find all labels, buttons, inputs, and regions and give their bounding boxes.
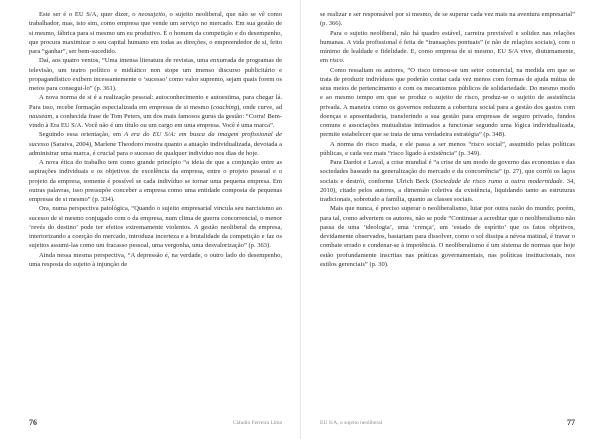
paragraph [29,10,282,56]
italic-text: risco [329,57,343,65]
text-run: Para Dardot e Laval, a crise mundial é “a crise de um modo de governo das economias e das sociedades baseado na generalização do mercado e da concorrência” (p. 27), que corrói os laços sociais e destrói, conforme Ulrich Beck ( [320,159,575,185]
text-run: , o sujeito neoliberal, que não se vê como trabalhador, mas, isto sim, como empresa que vende um serviço no mercado. Em sua gestão de si mesmo, fábrica para si mesmo um eu produtivo. É o homem da competição e do desempenho, que procura maximizar o seu capital humano em todas as direções, o empreendedor de si, feito para “ganhar”, ser bem-sucedido. [29,11,283,55]
right-page [300,0,600,439]
text-run: , a conhecida frase de Tom Peters, um dos mais famosos gurus da gestão: “Corra! Bem-vindo à Era EU S/A. Você não é um título ou um cargo em uma empresa. Você é uma marca”. [29,112,282,129]
text-run: A nova ética do trabalho tem como grande princípio “a ideia de que a conjunção entre as aspirações individuais e os objetivos de excelência da empresa, entre o projeto pessoal e o projeto da empresa, somente é possível se cada indivíduo se tornar uma pequena empresa. Em outras palavras, isso pressupõe conceber a empresa como uma entidade composta de pequenas empresas de si mesmo” (p. 334). [29,159,282,203]
paragraph [320,204,575,269]
paragraph [29,56,282,93]
text-run: se realizar e ser responsável por si mesmo, de se superar cada vez mais na aventura empresarial” (p. 366). [320,11,575,28]
text-run: ), onde curve, ad [237,103,282,111]
text-run: Ainda nessa mesma perspectiva, “A depressão é, na verdade, o outro lado do desempenho, uma resposta do sujeito à injunção de [29,251,282,268]
page-number: 77 [567,418,575,427]
left-page-body [29,10,282,269]
text-run: . [342,57,345,65]
running-head-title: EU S/A, o sujeito neoliberal [320,420,383,426]
italic-text: Sociedade de risco rumo a outra modernidade [434,177,563,185]
italic-text: neosujeito [138,11,166,18]
italic-text: A era do EU S/A: em busca da imagem profissional de sucesso [29,131,282,148]
text-run: Daí, aos quatro ventos, “Uma imensa literatura de revistas, uma enxurrada de programas de televisão, um teatro político e midiático non stope um imenso discurso publicitário e propagandístico exibem incessantemente o ‘sucesso’ como valor supremo, sejam quais forem os meios para consegui-lo” (p. 361). [29,57,282,92]
text-run: A nova norma de si é a realização pessoal: autoconhecimento e autoestima, para chegar lá. Para isso, recebe formação especializada em empresas de si mesmo ( [29,94,282,111]
text-run: Como ressaltam os autores, “O risco tornou-se um setor comercial, na medida em que se trata de produzir indivíduos que poderão contar cada vez menos com formas de ajuda mútua de seus meios de pertencimento e com os mecanismos públicos de solidariedade. Do mesmo modo e ao mesmo tempo em que se produz o sujeito de risco, produz-se o sujeito de assistência privada. A maneira como os governos reduzem a cobertura social para a gestão dos gastos com doenças e aposentadoria, transferindo a sua gestão para empresas de seguro privado, fundos comuns e associações mutualistas intimados a funcionar segundo uma lógica individualizada, permite estabelecer que se trata de uma verdadeira estratégia” (p. 348). [320,66,575,139]
italic-text: coaching [213,103,238,111]
text-run: Ora, numa perspectiva patológica, “Quando o sujeito empresarial vincula seu narcisismo ao sucesso de si mesmo conjugado com o da empresa, num clima de guerra concorrencial, o menor ‘revés do destino’ pode ter efeitos extremamente violentos. A gestão neoliberal da empresa, interiorizando a coerção do mercado, introduza incerteza e a brutalidade da competição e faz os sujeitos assumi-las como um fracasso pessoal, uma vergonha, uma desvalorização” (p. 363). [29,205,282,250]
text-run: Para o sujeito neoliberal, não há quadro estável, carreira previsível e solidez nas relações humanas. A vida profissional é feita de “transações pontuais” (e não de relações sociais), com o mínimo de lealdade e fidelidade. E, como empresa de si mesmo, EU S/A vive, diuturnamente, em [320,29,575,65]
text-run: (Saraiva, 2004), Marlene Theodoro mostra quanto a atuação individualizada, devotada a administrar uma marca, é crucial para o sucesso de qualquer indivíduo nos dias de hoje. [29,140,282,157]
paragraph [29,251,282,270]
paragraph [29,130,282,158]
page-number: 76 [29,418,37,427]
paragraph [29,204,282,250]
text-run: Mais que nunca, é preciso superar o neoliberalismo, lutar por outra razão do mundo; porém, para tal, como advertem os autores, não se pode “Continuar a acreditar que o neoliberalismo não passa de uma ‘ideologia’, uma ‘crença’, um ‘estado de espírito’ que os fatos objetivos, devidamente observados, bastariam para dissolver, como o sol dissipa a névoa matinal, é travar o combate errado e condenar-se à impotência. O neoliberalismo é um sistema de normas que hoje estão profundamente inscritas nas práticas governamentais, nas políticas institucionais, nos estilos gerenciais” (p. 30). [320,205,575,268]
paragraph [320,158,575,204]
text-run: Seguindo essa orientação, em [39,131,125,139]
text-run: A norma do risco mada, e ele passa a ser menos “risco social”, assumido pelas políticas públicas, e cada vez mais “risco ligado à existência” (p. 349). [320,140,575,157]
italic-text: nauseam [29,112,53,120]
right-page-body [320,10,575,269]
paragraph [320,140,575,159]
paragraph [320,10,575,29]
text-run: Este ser é o EU S/A, quer dizer, o [39,11,139,18]
paragraph [29,93,282,130]
paragraph [320,66,575,140]
text-run: . 34, 2010), citado pelos autores, a dimensão coletiva da existência, liquidando tanto as estruturas tradicionais, sobretudo a família, quanto as classes sociais. [320,177,575,203]
running-head-author: Cláudio Ferreira Lima [232,420,282,426]
paragraph [29,158,282,204]
paragraph [320,29,575,66]
